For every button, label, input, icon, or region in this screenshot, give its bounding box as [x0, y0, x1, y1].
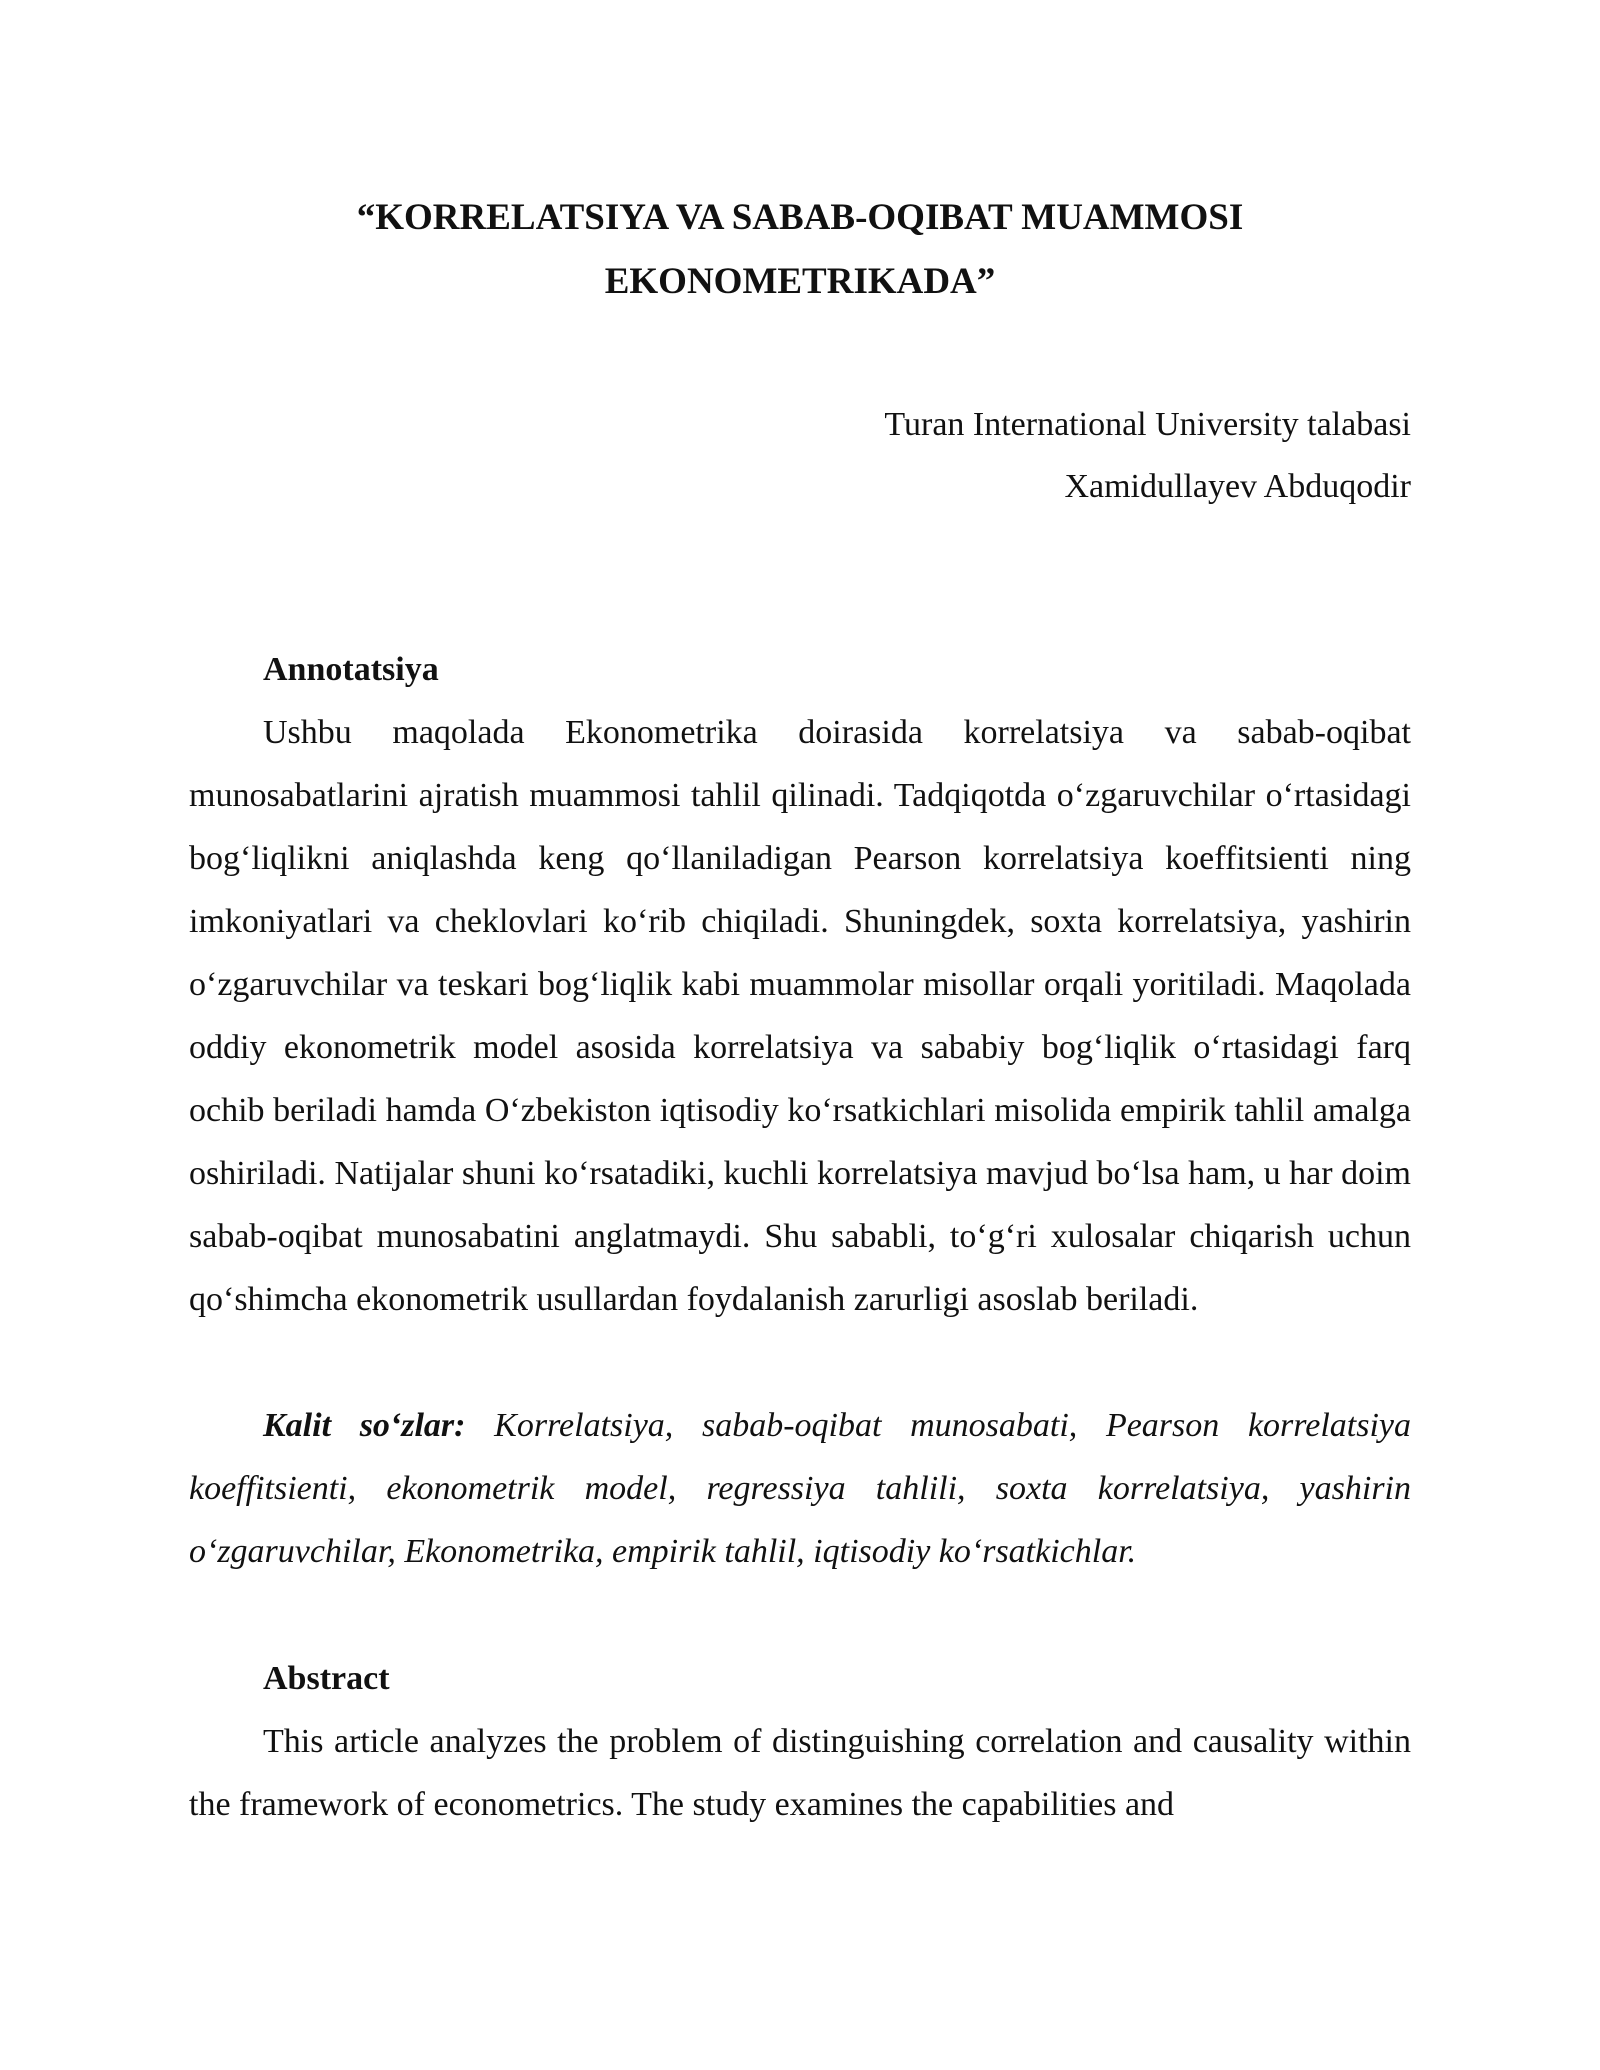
annotation-text: Ushbu maqolada Ekonometrika doirasida korrelatsiya va sabab-oqibat munosabatlarini ajratish muammosi tahlil qilinadi. Tadqiqotda o‘zgaruvchilar o‘rtasidagi bog‘liqlikni aniqlashda keng qo‘llaniladigan Pearson korrelatsiya koeffitsienti ning imkoniyatlari va cheklovlari ko‘rib chiqiladi. Shuningdek, soxta korrelatsiya, yashirin o‘zgaruvchilar va teskari bog‘liqlik kabi muammolar misollar orqali yoritiladi. Maqolada oddiy ekonometrik model asosida korrelatsiya va sababiy bog‘liqlik o‘rtasidagi farq ochib beriladi hamda O‘zbekiston iqtisodiy ko‘rsatkichlari misolida empirik tahlil amalga oshiriladi. Natijalar shuni ko‘rsatadiki, kuchli korrelatsiya mavjud bo‘lsa ham, u har doim sabab-oqibat munosabatini anglatmaydi. Shu sababli, to‘g‘ri xulosalar chiqarish uchun qo‘shimcha ekonometrik usullardan foydalanish zarurligi asoslab beriladi.	[189, 714, 1411, 1318]
keywords	[189, 1394, 1411, 1583]
annotation-heading: Annotatsiya	[263, 651, 439, 688]
paper-title	[189, 186, 1411, 314]
title-line-1: “KORRELATSIYA VA SABAB-OQIBAT MUAMMOSI	[356, 197, 1244, 238]
abstract-heading: Abstract	[263, 1660, 390, 1697]
author-affiliation: Turan International University talabasi	[884, 406, 1411, 443]
abstract-text: This article analyzes the problem of distinguishing correlation and causality within the framework of econometrics. The study examines the capabilities and	[189, 1723, 1411, 1823]
title-line-2: EKONOMETRIKADA”	[604, 261, 996, 302]
keywords-text: Korrelatsiya, sabab-oqibat munosabati, Pearson korrelatsiya koeffitsienti, ekonometrik model, regressiya tahlili, soxta korrelatsiya, yashirin o‘zgaruvchilar, Ekonometrika, empirik tahlil, iqtisodiy ko‘rsatkichlar.	[189, 1407, 1411, 1570]
keywords-label: Kalit so‘zlar:	[263, 1407, 466, 1444]
author-name: Xamidullayev Abduqodir	[1064, 468, 1411, 505]
author-block	[189, 394, 1411, 518]
